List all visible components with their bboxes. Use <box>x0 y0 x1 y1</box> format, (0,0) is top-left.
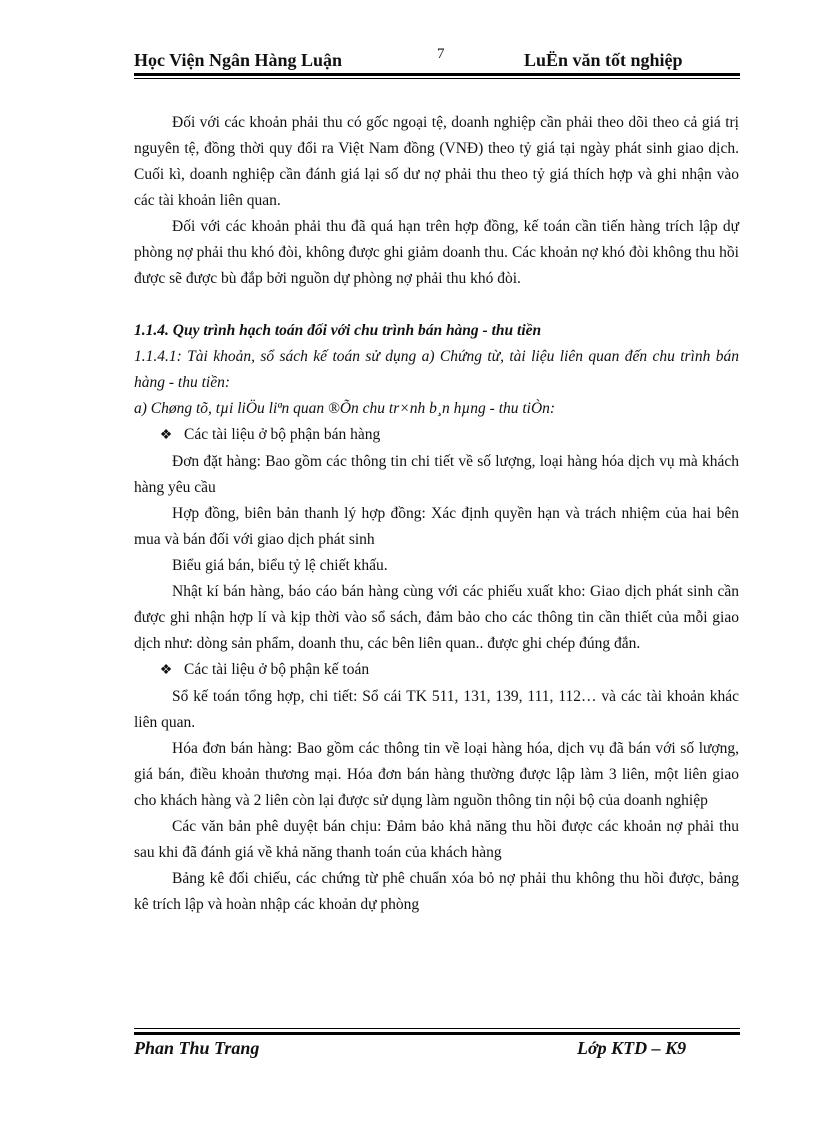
document-body <box>134 110 739 918</box>
bullet-item <box>134 422 739 449</box>
diamond-bullet-icon: ❖ <box>159 428 173 443</box>
paragraph: Đối với các khoản phải thu đã quá hạn trên hợp đồng, kế toán cần tiến hàng trích lập dự phòng nợ phải thu khó đòi, không được ghi giảm doanh thu. Các khoản nợ khó đòi không thu hồi được sẽ được bù đắp bởi nguồn dự phòng nợ phải thu khó đòi. <box>134 218 739 287</box>
paragraph: Sổ kế toán tổng hợp, chi tiết: Sổ cái TK 511, 131, 139, 111, 112… và các tài khoản khác liên quan. <box>134 688 739 731</box>
header-right-title: LuËn văn tốt nghiệp <box>524 50 683 70</box>
subsection-heading: 1.1.4.1: Tài khoản, sổ sách kế toán sử dụng a) Chứng từ, tài liệu liên quan đến chu trình bán hàng - thu tiền: <box>134 348 739 391</box>
page-footer <box>134 1036 740 1062</box>
paragraph: Biểu giá bán, biểu tỷ lệ chiết khấu. <box>172 557 388 574</box>
bullet-item <box>134 657 739 684</box>
bullet-text: Các tài liệu ở bộ phận bán hàng <box>184 426 381 443</box>
page-header <box>134 44 740 74</box>
paragraph: Nhật kí bán hàng, báo cáo bán hàng cùng với các phiếu xuất kho: Giao dịch phát sinh cần được ghi nhận hợp lí và kịp thời vào sổ sách, đảm bảo cho các thông tin cần thiết của mỗi giao dịch như: dòng sản phẩm, doanh thu, các bên liên quan.. được ghi chép đúng đắn. <box>134 583 739 652</box>
spacer <box>134 292 739 318</box>
subsection-heading-a: a) Chøng tõ, tµi liÖu liªn quan ®Õn chu tr×nh b¸n hµng - thu tiÒn: <box>134 400 556 417</box>
header-rule-thin <box>134 78 740 79</box>
page-number: 7 <box>437 46 445 62</box>
header-left-title: Học Viện Ngân Hàng Luận <box>134 50 343 70</box>
footer-class: Lớp KTD – K9 <box>577 1038 687 1058</box>
footer-rule-thin <box>134 1028 740 1029</box>
paragraph: Hợp đồng, biên bản thanh lý hợp đồng: Xác định quyền hạn và trách nhiệm của hai bên mua và bán đối với giao dịch phát sinh <box>134 505 739 548</box>
paragraph: Đơn đặt hàng: Bao gồm các thông tin chi tiết về số lượng, loại hàng hóa dịch vụ mà khách hàng yêu cầu <box>134 453 739 496</box>
footer-author: Phan Thu Trang <box>134 1038 260 1058</box>
header-rule-thick <box>134 73 740 76</box>
paragraph: Hóa đơn bán hàng: Bao gồm các thông tin về loại hàng hóa, dịch vụ đã bán với số lượng, giá bán, điều khoản thương mại. Hóa đơn bán hàng thường được lập làm 3 liên, một liên giao cho khách hàng và 2 liên còn lại được sử dụng làm nguồn thông tin nội bộ của doanh nghiệp <box>134 740 739 809</box>
bullet-text: Các tài liệu ở bộ phận kế toán <box>184 661 370 678</box>
paragraph: Bảng kê đối chiếu, các chứng từ phê chuẩn xóa bỏ nợ phải thu không thu hồi được, bảng kê trích lập và hoàn nhập các khoản dự phòng <box>134 870 739 913</box>
paragraph: Các văn bản phê duyệt bán chịu: Đảm bảo khả năng thu hồi được các khoản nợ phải thu sau khi đã đánh giá về khả năng thanh toán của khách hàng <box>134 818 739 861</box>
diamond-bullet-icon: ❖ <box>159 663 173 678</box>
section-heading: 1.1.4. Quy trình hạch toán đối với chu trình bán hàng - thu tiền <box>134 322 542 339</box>
paragraph: Đối với các khoản phải thu có gốc ngoại tệ, doanh nghiệp cần phải theo dõi theo cả giá trị nguyên tệ, đồng thời quy đổi ra Việt Nam đồng (VNĐ) theo tỷ giá tại ngày phát sinh giao dịch. Cuối kì, doanh nghiệp cần đánh giá lại số dư nợ phải thu theo tỷ giá thích hợp và ghi nhận vào các tài khoản liên quan. <box>134 114 739 209</box>
footer-rule-thick <box>134 1032 740 1035</box>
